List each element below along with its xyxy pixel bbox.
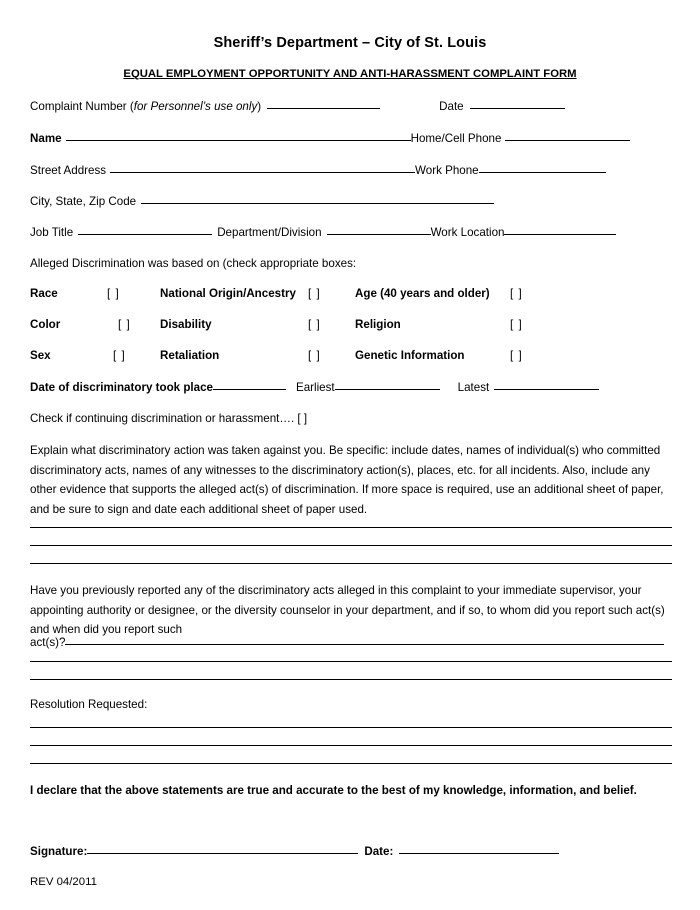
signature-row	[30, 845, 673, 858]
city-state-zip-row	[30, 195, 673, 208]
home-cell-phone-label: Home/Cell Phone	[410, 132, 502, 145]
checkbox-race[interactable]: [ ]	[107, 287, 120, 300]
continuing-discrimination-row[interactable]	[30, 412, 673, 425]
job-title-label: Job Title	[30, 226, 74, 239]
discrimination-row	[30, 349, 673, 380]
earliest-label: Earliest	[295, 381, 335, 394]
checkbox-national-origin[interactable]: [ ]	[308, 287, 321, 300]
continuing-discrimination-label: Check if continuing discrimination or harassment…. [ ]	[30, 412, 308, 425]
signature-label: Signature:	[30, 845, 88, 858]
city-state-zip-input[interactable]	[141, 203, 494, 204]
declaration-statement: I declare that the above statements are true and accurate to the best of my knowledge, information, and belief.	[30, 784, 637, 797]
checkbox-disability[interactable]: [ ]	[308, 318, 321, 331]
checkbox-retaliation[interactable]: [ ]	[308, 349, 321, 362]
date-of-discrimination-label: Date of discriminatory took place	[30, 381, 213, 394]
checkbox-label-color: Color	[30, 318, 61, 331]
form-subtitle: EQUAL EMPLOYMENT OPPORTUNITY AND ANTI-HARASSMENT COMPLAINT FORM	[123, 68, 577, 80]
complaint-number-row	[30, 100, 673, 113]
explain-instructions: Explain what discriminatory action was taken against you. Be specific: include dates, names of individual(s) who committed discriminatory acts, names of any witnesses to the discriminatory action(s), places, etc. for all incidents. Also, include any other evidence that supports the alleged act(s) of discrimination. If more space is required, use an additional sheet of paper, and be sure to sign and date each additional sheet of paper used.	[30, 444, 664, 516]
checkbox-label-age: Age (40 years and older)	[355, 287, 490, 300]
alleged-discrimination-intro	[30, 257, 673, 270]
complaint-number-label: Complaint Number (	[30, 100, 134, 113]
work-phone-label: Work Phone	[415, 164, 479, 177]
checkbox-label-retaliation: Retaliation	[160, 349, 220, 362]
date-label: Date	[439, 100, 464, 113]
latest-label: Latest	[457, 381, 490, 394]
resolution-write-line[interactable]	[30, 763, 672, 764]
checkbox-sex[interactable]: [ ]	[113, 349, 126, 362]
checkbox-religion[interactable]: [ ]	[510, 318, 523, 331]
alleged-discrimination-intro-text: Alleged Discrimination was based on (check appropriate boxes:	[30, 257, 357, 270]
revision-footer: REV 04/2011	[30, 876, 97, 888]
signature-date-label: Date:	[364, 845, 394, 858]
street-address-row	[30, 164, 673, 177]
street-address-label: Street Address	[30, 164, 107, 177]
resolution-requested-row	[30, 698, 673, 711]
discrimination-row	[30, 318, 673, 349]
resolution-write-line[interactable]	[30, 745, 672, 746]
previously-reported-continuation-label: act(s)?	[30, 636, 66, 649]
latest-input[interactable]	[494, 389, 599, 390]
checkbox-genetic-information[interactable]: [ ]	[510, 349, 523, 362]
resolution-write-line[interactable]	[30, 727, 672, 728]
home-cell-phone-input[interactable]	[505, 140, 630, 141]
department-division-label: Department/Division	[217, 226, 322, 239]
checkbox-color[interactable]: [ ]	[118, 318, 131, 331]
explain-write-line[interactable]	[30, 527, 672, 528]
street-address-input[interactable]	[110, 172, 415, 173]
date-of-discrimination-row	[30, 381, 673, 394]
name-row	[30, 132, 673, 145]
previously-reported-question: Have you previously reported any of the discriminatory acts alleged in this complaint to your immediate supervisor, your appointing authority or designee, or the diversity counselor in your department, and if so, to whom did you report such act(s) and when did you report such	[30, 584, 665, 637]
complaint-number-label-end: )	[257, 100, 262, 113]
signature-input[interactable]	[87, 853, 358, 854]
checkbox-label-religion: Religion	[355, 318, 401, 331]
checkbox-label-national-origin: National Origin/Ancestry	[160, 287, 296, 300]
job-title-row	[30, 226, 673, 239]
earliest-input[interactable]	[335, 389, 440, 390]
signature-date-input[interactable]	[399, 853, 559, 854]
complaint-number-note: for Personnel’s use only	[133, 100, 258, 113]
previously-reported-answer-row	[30, 636, 673, 649]
work-location-label: Work Location	[430, 226, 505, 239]
complaint-number-input[interactable]	[267, 108, 380, 109]
checkbox-label-genetic-information: Genetic Information	[355, 349, 465, 362]
name-label: Name	[30, 132, 62, 145]
previously-reported-write-line[interactable]	[30, 679, 672, 680]
name-input[interactable]	[66, 140, 411, 141]
explain-write-line[interactable]	[30, 563, 672, 564]
previously-reported-input[interactable]	[65, 644, 664, 645]
page-title: Sheriff’s Department – City of St. Louis	[213, 35, 487, 51]
work-phone-input[interactable]	[479, 172, 606, 173]
date-of-discrimination-input[interactable]	[213, 389, 286, 390]
city-state-zip-label: City, State, Zip Code	[30, 195, 137, 208]
checkbox-label-disability: Disability	[160, 318, 212, 331]
date-input[interactable]	[470, 108, 565, 109]
resolution-requested-label: Resolution Requested:	[30, 698, 148, 711]
checkbox-label-sex: Sex	[30, 349, 51, 362]
previously-reported-write-line[interactable]	[30, 661, 672, 662]
explain-write-line[interactable]	[30, 545, 672, 546]
department-division-input[interactable]	[327, 234, 431, 235]
discrimination-row	[30, 287, 673, 318]
discrimination-checkbox-grid	[30, 287, 673, 380]
checkbox-age[interactable]: [ ]	[510, 287, 523, 300]
checkbox-label-race: Race	[30, 287, 58, 300]
work-location-input[interactable]	[504, 234, 616, 235]
job-title-input[interactable]	[78, 234, 212, 235]
